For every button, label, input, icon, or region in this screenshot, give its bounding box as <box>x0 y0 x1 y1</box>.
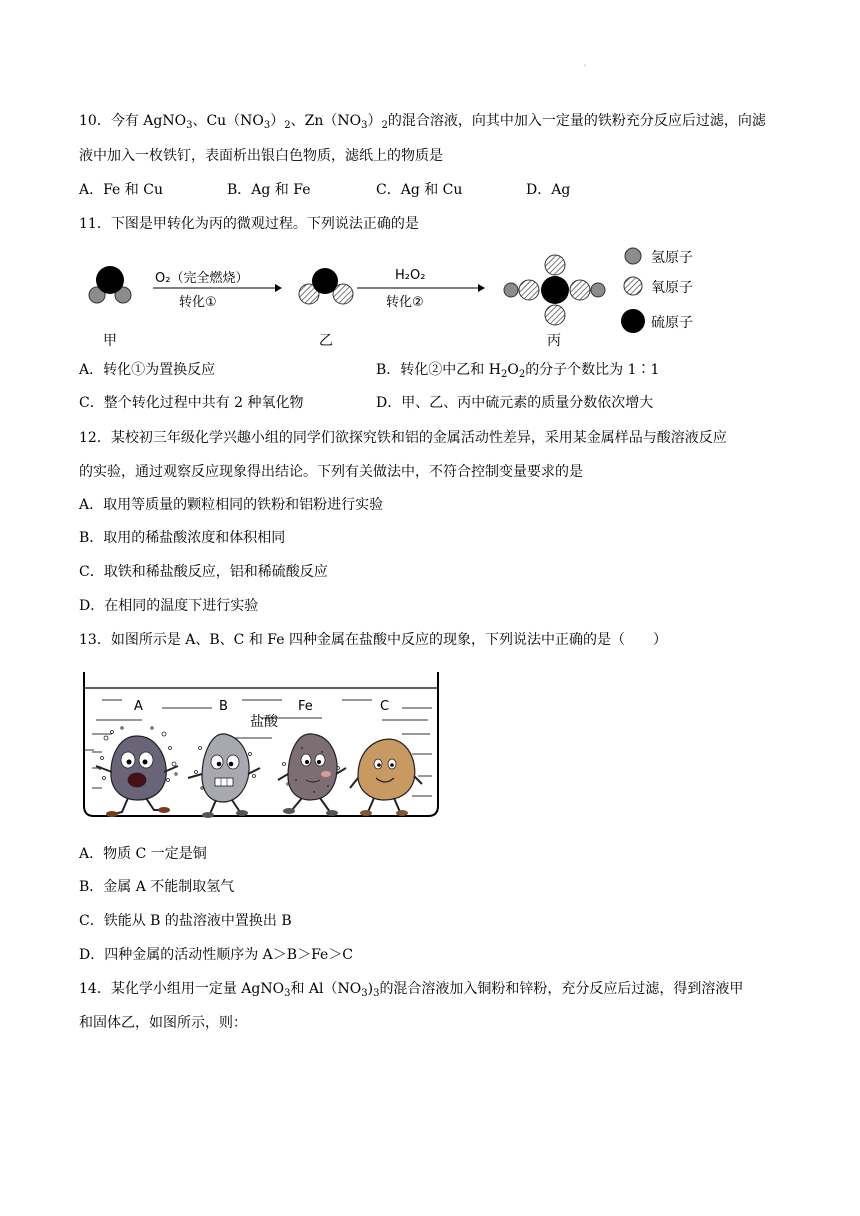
q13-stem: 13．如图所示是 A、B、C 和 Fe 四种金属在盐酸中反应的现象，下列说法中正确的是（ ） <box>79 632 667 648</box>
q12-stem-line1: 12．某校初三年级化学兴趣小组的同学们欲探究铁和铝的金属活动性差异，采用某金属样品与酸溶液反应 <box>79 430 727 446</box>
molecule-jia <box>89 266 131 303</box>
q10-option-a[interactable]: A．Fe 和 Cu <box>79 182 163 198</box>
legend-oxygen: 氧原子 <box>651 280 693 296</box>
arrow1-sub: 转化① <box>179 295 217 310</box>
q14-stem-line2: 和固体乙，如图所示，则： <box>79 1015 247 1031</box>
q12-option-d[interactable]: D．在相同的温度下进行实验 <box>79 598 259 614</box>
molecule-bing <box>504 255 605 325</box>
label-metal-b: B <box>219 699 228 714</box>
q13-option-b[interactable]: B．金属 A 不能制取氢气 <box>79 879 235 895</box>
label-metal-fe: Fe <box>298 699 313 714</box>
q12-stem-line2: 的实验，通过观察反应现象得出结论。下列有关做法中，不符合控制变量要求的是 <box>79 464 583 480</box>
q12-option-b[interactable]: B．取用的稀盐酸浓度和体积相同 <box>79 530 286 546</box>
q13-option-a[interactable]: A．物质 C 一定是铜 <box>79 846 207 862</box>
q11-option-b[interactable]: B．转化②中乙和 $H_2O_2$的分子个数比为 1∶1 <box>376 362 660 380</box>
label-metal-c: C <box>380 699 390 714</box>
label-metal-a: A <box>134 699 143 714</box>
metal-b-character <box>188 734 260 818</box>
header-mark: ' <box>584 64 586 72</box>
arrow1-head <box>275 284 282 292</box>
q13-option-d[interactable]: D．四种金属的活动性顺序为 A＞B＞Fe＞C <box>79 947 354 963</box>
arrow2-label: H₂O₂ <box>395 268 426 283</box>
arrow2-head <box>478 284 485 292</box>
q10-option-c[interactable]: C．Ag 和 Cu <box>376 182 463 198</box>
q10-stem-line2: 液中加入一枚铁钉，表面析出银白色物质，滤纸上的物质是 <box>79 148 443 164</box>
legend-sulfur-swatch <box>621 309 645 333</box>
legend <box>621 248 693 333</box>
legend-oxygen-swatch <box>624 277 642 295</box>
legend-sulfur: 硫原子 <box>651 315 693 331</box>
arrow1-label: O₂（完全燃烧） <box>155 271 249 286</box>
metal-c-character <box>350 739 422 816</box>
legend-hydrogen-swatch <box>625 248 641 264</box>
legend-hydrogen: 氢原子 <box>651 250 693 266</box>
metal-fe-character <box>278 734 346 816</box>
label-yi: 乙 <box>319 333 333 349</box>
q12-option-a[interactable]: A．取用等质量的颗粒相同的铁粉和铝粉进行实验 <box>79 497 384 513</box>
q14-stem-line1: 14．某化学小组用一定量 AgNO$_3$和 $Al(NO_3)_3$的混合溶液加入铜粉和锌粉，充分反应后过滤，得到溶液甲 <box>79 981 744 999</box>
q11-molecule-diagram <box>75 244 755 354</box>
q11-option-c[interactable]: C．整个转化过程中共有 2 种氧化物 <box>79 395 304 411</box>
q11-option-d[interactable]: D．甲、乙、丙中硫元素的质量分数依次增大 <box>376 395 654 411</box>
q13-beaker-diagram <box>82 668 440 824</box>
q11-option-a[interactable]: A．转化①为置换反应 <box>79 362 216 378</box>
q10-stem-line1: 10．今有 AgNO$_3$、$Cu(NO_3)_2$、$Zn(NO_3)_2$的混合溶液，向其中加入一定量的铁粉充分反应后过滤，向滤 <box>79 113 766 131</box>
arrow2-sub: 转化② <box>386 295 424 310</box>
label-jia: 甲 <box>103 333 117 349</box>
q11-stem: 11．下图是甲转化为丙的微观过程。下列说法正确的是 <box>79 216 419 232</box>
molecule-yi <box>299 268 353 304</box>
q13-option-c[interactable]: C．铁能从 B 的盐溶液中置换出 B <box>79 913 292 929</box>
label-bing: 丙 <box>547 333 561 349</box>
q10-option-b[interactable]: B．Ag 和 Fe <box>227 182 311 198</box>
q12-option-c[interactable]: C．取铁和稀盐酸反应，铝和稀硫酸反应 <box>79 564 328 580</box>
metal-a-character <box>96 727 178 817</box>
label-acid: 盐酸 <box>250 714 278 730</box>
q10-option-d[interactable]: D．Ag <box>526 182 571 198</box>
